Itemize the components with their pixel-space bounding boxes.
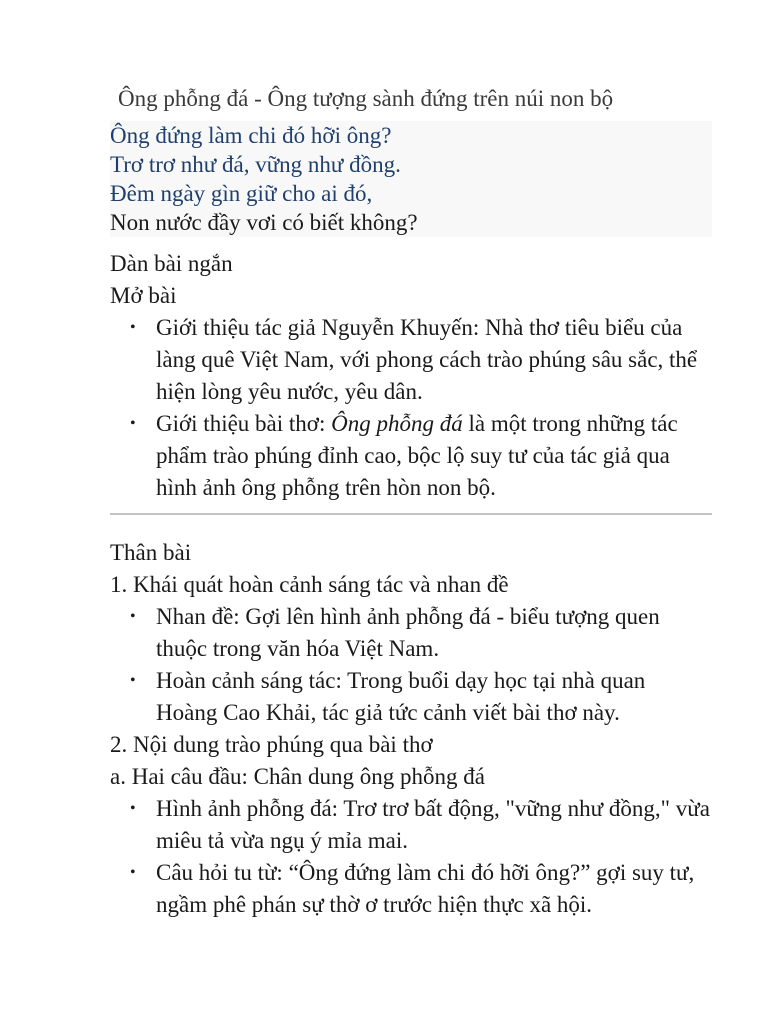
- intro-bullet-prefix: Giới thiệu bài thơ:: [156, 411, 332, 436]
- poem-block: [110, 121, 712, 237]
- document-page: [110, 83, 712, 921]
- bullet-dot-icon: •: [130, 608, 136, 625]
- part2a-bullet-text: Câu hỏi tu từ: “Ông đứng làm chi đó hỡi ông?” gợi suy tư, ngầm phê phán sự thờ ơ trước hiện thực xã hội.: [156, 860, 695, 917]
- bullet-dot-icon: •: [130, 672, 136, 689]
- list-item: [110, 665, 712, 729]
- list-item: [110, 312, 712, 408]
- document-title: Ông phỗng đá - Ông tượng sành đứng trên núi non bộ: [118, 86, 614, 111]
- part2a-heading: a. Hai câu đầu: Chân dung ông phỗng đá: [110, 764, 485, 789]
- poem-line-2: Trơ trơ như đá, vững như đồng.: [110, 152, 401, 177]
- intro-bullet-text: Giới thiệu tác giả Nguyễn Khuyến: Nhà thơ tiêu biểu của làng quê Việt Nam, với phong cách trào phúng sâu sắc, thể hiện lòng yêu nước, yêu dân.: [156, 315, 698, 404]
- poem-line-3: Đêm ngày gìn giữ cho ai đó,: [110, 181, 373, 206]
- part2a-bullet-list: [110, 793, 712, 921]
- part1-heading: 1. Khái quát hoàn cảnh sáng tác và nhan đề: [110, 572, 509, 597]
- bullet-dot-icon: •: [130, 319, 136, 336]
- poem-line-4: Non nước đầy vơi có biết không?: [110, 210, 418, 235]
- part2-heading: 2. Nội dung trào phúng qua bài thơ: [110, 732, 433, 757]
- part1-bullet-text: Nhan đề: Gợi lên hình ảnh phỗng đá - biểu tượng quen thuộc trong văn hóa Việt Nam.: [156, 604, 660, 661]
- bullet-dot-icon: •: [130, 864, 136, 881]
- intro-heading: Mở bài: [110, 283, 177, 308]
- intro-bullet-list: [110, 312, 712, 504]
- intro-bullet-suffix: là một trong những tác phẩm trào phúng đỉnh cao, bộc lộ suy tư của tác giả qua hình ảnh ông phỗng trên hòn non bộ.: [156, 411, 678, 500]
- outline-heading: Dàn bài ngắn: [110, 251, 233, 276]
- list-item: [110, 601, 712, 665]
- poem-title-italic: Ông phỗng đá: [331, 411, 463, 436]
- list-item: [110, 857, 712, 921]
- part1-bullet-list: [110, 601, 712, 729]
- bullet-dot-icon: •: [130, 415, 136, 432]
- poem-line-1: Ông đứng làm chi đó hỡi ông?: [110, 123, 392, 148]
- list-item: [110, 793, 712, 857]
- list-item: [110, 408, 712, 504]
- part1-bullet-text: Hoàn cảnh sáng tác: Trong buổi dạy học tại nhà quan Hoàng Cao Khải, tác giả tức cảnh viết bài thơ này.: [156, 668, 646, 725]
- bullet-dot-icon: •: [130, 800, 136, 817]
- section-divider: [110, 513, 712, 515]
- part2a-bullet-text: Hình ảnh phỗng đá: Trơ trơ bất động, "vững như đồng," vừa miêu tả vừa ngụ ý mỉa mai.: [156, 796, 710, 853]
- body-heading: Thân bài: [110, 540, 192, 565]
